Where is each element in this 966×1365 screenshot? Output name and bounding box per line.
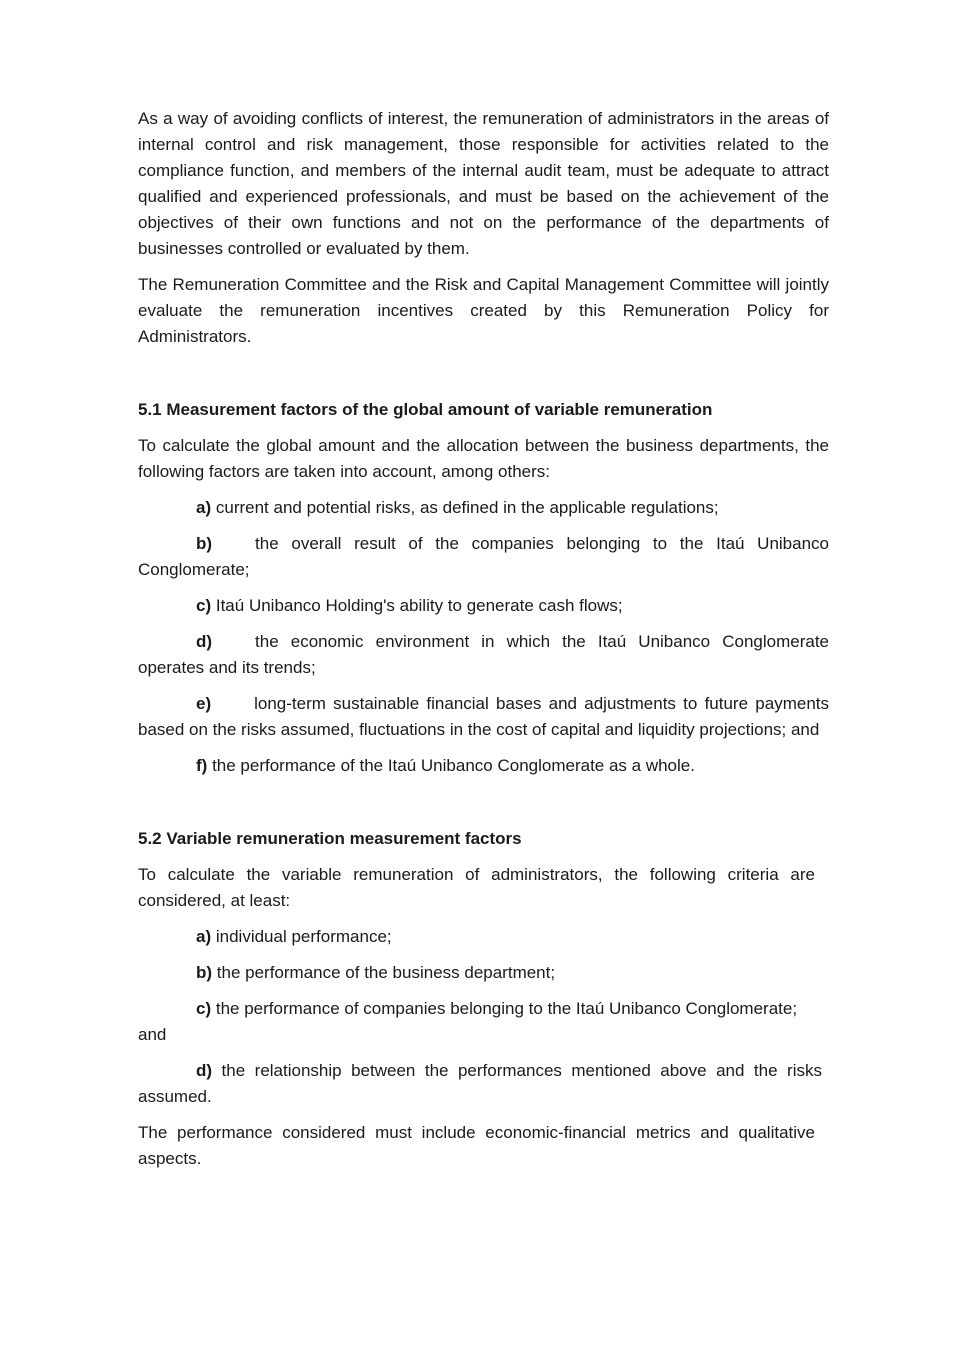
section-5-2-heading: 5.2 Variable remuneration measurement factors bbox=[138, 829, 522, 848]
list-item bbox=[138, 593, 829, 619]
list-item bbox=[138, 531, 829, 583]
list-marker: a) bbox=[196, 927, 212, 946]
list-item-text: Itaú Unibanco Holding's ability to generate cash flows; bbox=[215, 596, 623, 615]
section-5-2-closing: The performance considered must include economic-financial metrics and qualitative aspects. bbox=[138, 1123, 815, 1168]
list-item bbox=[138, 1058, 822, 1110]
list-marker: d) bbox=[196, 1061, 213, 1080]
list-item-text: the performance of companies belonging to the Itaú Unibanco Conglomerate; and bbox=[138, 999, 798, 1044]
list-item bbox=[138, 629, 829, 681]
list-item-text: the economic environment in which the Itaú Unibanco Conglomerate operates and its trends; bbox=[138, 632, 829, 677]
list-marker: b) bbox=[196, 534, 213, 553]
list-marker: b) bbox=[196, 963, 213, 982]
section-5-2-lead: To calculate the variable remuneration of administrators, the following criteria are considered, at least: bbox=[138, 865, 815, 910]
list-item-text: the performance of the Itaú Unibanco Conglomerate as a whole. bbox=[212, 756, 695, 775]
list-item-text: the performance of the business department; bbox=[216, 963, 556, 982]
list-item-text: the relationship between the performances mentioned above and the risks assumed. bbox=[138, 1061, 822, 1106]
list-item-text: current and potential risks, as defined in the applicable regulations; bbox=[215, 498, 719, 517]
list-item bbox=[138, 924, 822, 950]
list-item bbox=[138, 960, 822, 986]
list-marker: c) bbox=[196, 596, 212, 615]
section-5-1-lead: To calculate the global amount and the allocation between the business departments, the following factors are taken into account, among others: bbox=[138, 436, 829, 481]
list-item bbox=[138, 495, 829, 521]
list-item-text: individual performance; bbox=[215, 927, 392, 946]
intro-paragraph-1: As a way of avoiding conflicts of interest, the remuneration of administrators in the areas of internal control and risk management, those responsible for activities related to the compliance function, and members of the internal audit team, must be adequate to attract qualified and experienced professionals, and must be based on the achievement of the objectives of their own functions and not on the performance of the departments of businesses controlled or evaluated by them. bbox=[138, 109, 829, 258]
list-item bbox=[138, 996, 822, 1048]
list-item-text: long-term sustainable financial bases and adjustments to future payments based on the risks assumed, fluctuations in the cost of capital and liquidity projections; and bbox=[138, 694, 829, 739]
list-item bbox=[138, 753, 829, 779]
list-marker: f) bbox=[196, 756, 208, 775]
document-page bbox=[138, 106, 829, 1182]
list-item bbox=[138, 691, 829, 743]
section-5-1-heading: 5.1 Measurement factors of the global amount of variable remuneration bbox=[138, 400, 713, 419]
list-marker: d) bbox=[196, 632, 213, 651]
intro-paragraph-2: The Remuneration Committee and the Risk and Capital Management Committee will jointly evaluate the remuneration incentives created by this Remuneration Policy for Administrators. bbox=[138, 275, 829, 346]
list-marker: c) bbox=[196, 999, 212, 1018]
list-item-text: the overall result of the companies belonging to the Itaú Unibanco Conglomerate; bbox=[138, 534, 829, 579]
list-marker: a) bbox=[196, 498, 212, 517]
list-marker: e) bbox=[196, 694, 212, 713]
